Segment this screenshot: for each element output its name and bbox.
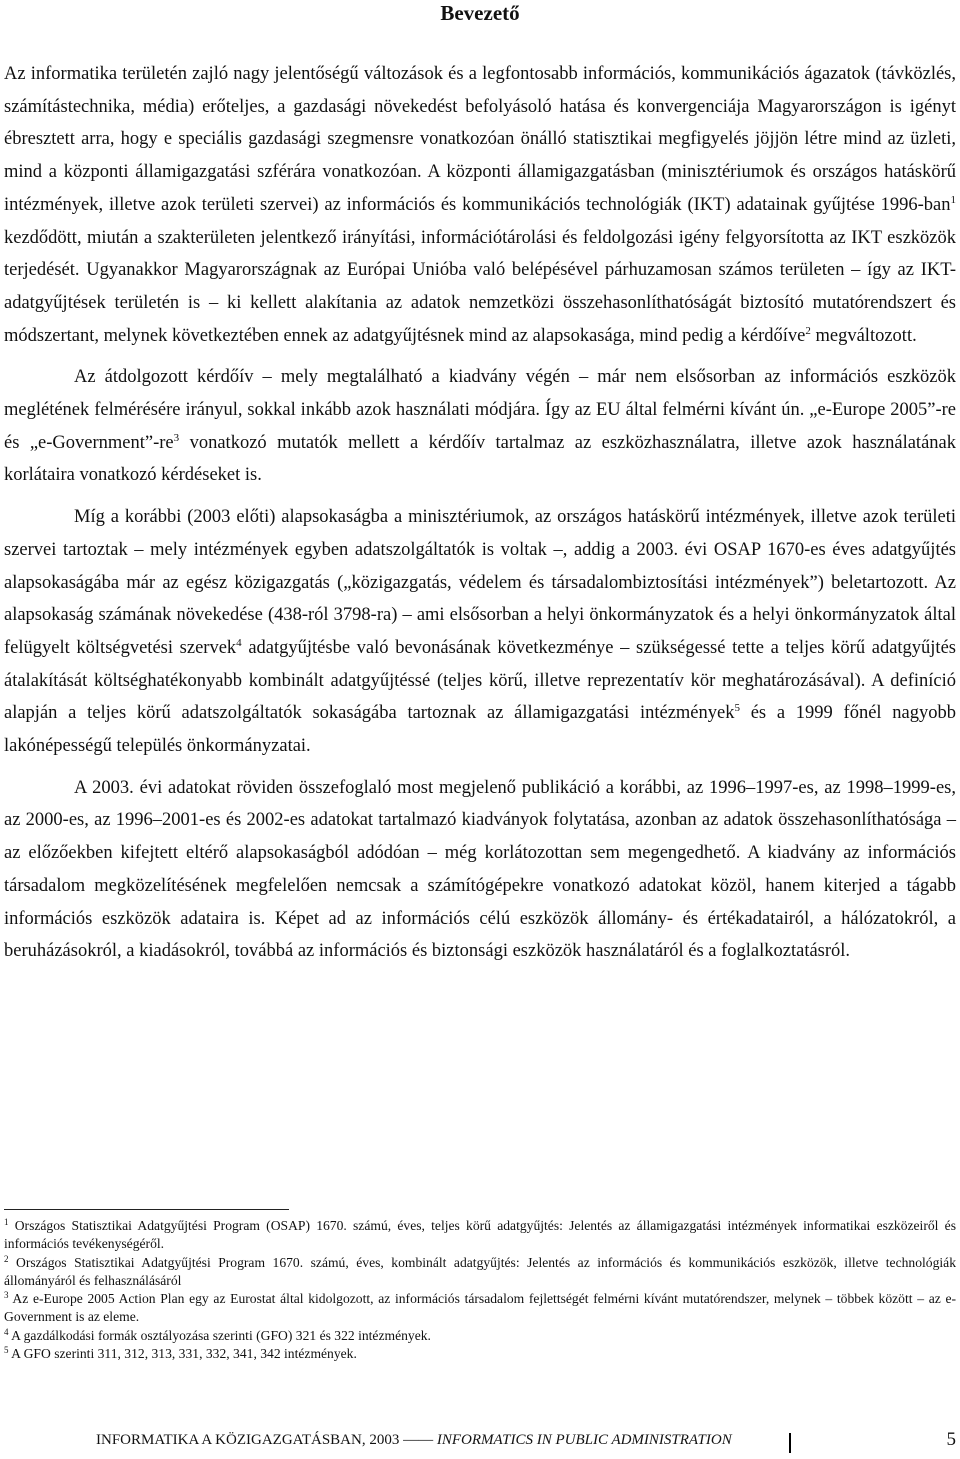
footnote-text: Az e-Europe 2005 Action Plan egy az Eurostat által kidolgozott, az információs társadalom fejlettségét felmérni kívánt mutatórendszer, melynek – többek között – az e-Government is az eleme. [4,1291,956,1325]
footer-running-title [96,1432,732,1449]
footnote-3 [4,1290,956,1327]
page-title: Bevezető [440,1,520,25]
footnote-4 [4,1327,956,1345]
footnote-1 [4,1217,956,1254]
footer-title-hu: INFORMATIKA A KÖZIGAZGATÁSBAN, 2003 [96,1432,404,1448]
paragraph-1-text-c: megváltozott. [810,325,917,346]
paragraph-3 [4,501,956,763]
paragraph-2 [4,361,956,492]
footnote-separator [4,1209,289,1210]
paragraph-1-text-b: kezdődött, miután a szakterületen jelentkező irányítási, információtárolási és feldolgozási igény felgyorsította az IKT eszközök terjedését. Ugyanakkor Magyarországnak az Európai Unióba való belépésével párhuzamosan számos területen – így az IKT-adatgyűjtések területén is – ki kellett alakítania az adatok nemzetközi összehasonlíthatóságát biztosító mutatórendszert és módszertant, melynek következtében ennek az adatgyűjtésnek mind az alapsokasága, mind pedig a kérdőíve [4,227,956,346]
footnote-ref-1: 1 [950,193,956,206]
footnote-ref-5: 5 [734,702,740,715]
footnote-text: Országos Statisztikai Adatgyűjtési Program (OSAP) 1670. számú, éves, teljes körű adatgyűjtés: Jelentés az államigazgatási intézmények informatikai eszközeiről és információs tevékenységéről. [4,1218,956,1252]
paragraph-2-text-b: vonatkozó mutatók mellett a kérdőív tartalmaz az eszközhasználatra, illetve azok használatának korlátaira vonatkozó kérdéseket is. [4,432,956,486]
footnote-text: Országos Statisztikai Adatgyűjtési Program 1670. számú, éves, kombinált adatgyűjtés: Jelentés az információs és kommunikációs eszközök, illetve technológiák állományáról és felhasználásáról [4,1254,956,1288]
footnotes [4,1217,956,1363]
paragraph-3-text-b: adatgyűjtésbe való bevonásának következménye – szükségessé tette a teljes körű adatgyűjtés átalakítását költséghatékonyabb kombinált adatgyűjtéssé (teljes körű, illetve reprezentatív kör meghatározásával). A definíció alapján a teljes körű adatszolgáltatók sokaságába tartoznak az államigazgatási intézmények [4,637,956,724]
footer-dash: —— [403,1432,434,1448]
footnote-text: A GFO szerinti 311, 312, 313, 331, 332, 341, 342 intézmények. [8,1346,357,1362]
paragraph-3-text-c: és a 1999 főnél nagyobb lakónépességű település önkormányzatai. [4,703,956,757]
footnote-number: 5 [4,1345,9,1356]
footnote-text: A gazdálkodási formák osztályozása szerinti (GFO) 321 és 322 intézmények. [8,1327,431,1343]
paragraph-2-text-a: Az átdolgozott kérdőív – mely megtalálható a kiadvány végén – már nem elsősorban az információs eszközök meglétének felmérésére irányul, sokkal inkább azok használati módjára. Így az EU által felmérni kívánt ún. „e-Europe 2005”-re és „e-Government”-re [4,367,956,453]
footer-title-en: INFORMATICS IN PUBLIC ADMINISTRATION [433,1432,732,1448]
paragraph-3-text-a: Míg a korábbi (2003 előti) alapsokaságba a minisztériumok, az országos hatáskörű intézmények, illetve azok területi szervei tartoztak – mely intézmények egyben adatszolgáltatók is voltak –, addig a 2003. évi OSAP 1670-es éves adatgyűjtés alapsokaságába már az egész közigazgatás („közigazgatás, védelem és társadalombiztosítási intézmények”) beletartozott. Az alapsokaság számának növekedése (438-ról 3798-ra) – ami elsősorban a helyi önkormányzatok és a helyi önkormányzatok által felügyelt költségvetési szervek [4,507,956,658]
page-footer [96,1429,956,1455]
footnote-number: 1 [4,1217,9,1227]
footnote-number: 2 [4,1253,9,1264]
paragraph-1 [4,58,956,352]
footnote-2 [4,1254,956,1291]
footer-divider [789,1433,791,1453]
footnote-ref-2: 2 [805,324,811,337]
paragraph-1-text-a: Az informatika területén zajló nagy jelentőségű változások és a legfontosabb információs, kommunikációs ágazatok (távközlés, számítástechnika, média) erőteljes, a gazdasági növekedést befolyásoló hatása és konvergenciája Magyarországon is igényt ébresztett arra, hogy e speciális gazdasági szegmensre vonatkozóan önálló statisztikai megfigyelés jöjjön létre mind az üzleti, mind a központi államigazgatási szférára vonatkozóan. A központi államigazgatásban (minisztériumok és országos hatáskörű intézmények, illetve azok területi szervei) az információs és kommunikációs technológiák (IKT) adatainak gyűjtése 1996-ban [4,64,956,215]
footnote-5 [4,1345,956,1363]
page-number: 5 [946,1429,956,1450]
footnote-ref-3: 3 [173,431,180,444]
footnote-ref-4: 4 [236,636,242,649]
footnote-number: 3 [4,1290,9,1301]
paragraph-4 [4,772,956,968]
footnote-number: 4 [4,1326,9,1337]
body-text [4,58,956,977]
paragraph-4-text: A 2003. évi adatokat röviden összefoglaló most megjelenő publikáció a korábbi, az 1996–1997-es, az 1998–1999-es, az 2000-es, az 1996–2001-es és 2002-es adatokat tartalmazó kiadványok folytatása, azonban az adatok összehasonlíthatósága – az előzőekben kifejtett eltérő alapsokaságból adódóan – még korlátozottan sem megengedhető. A kiadvány az információs társadalom megközelítésének megfelelően nemcsak a számítógépekre vonatkozó adatokat közöl, hanem kiterjed a tágabb információs eszközök adataira is. Képet ad az információs célú eszközök állomány- és értékadatairól, a hálózatokról, a beruházásokról, a kiadásokról, továbbá az információs és biztonsági eszközök használatáról és a foglalkoztatásról. [4,777,956,962]
